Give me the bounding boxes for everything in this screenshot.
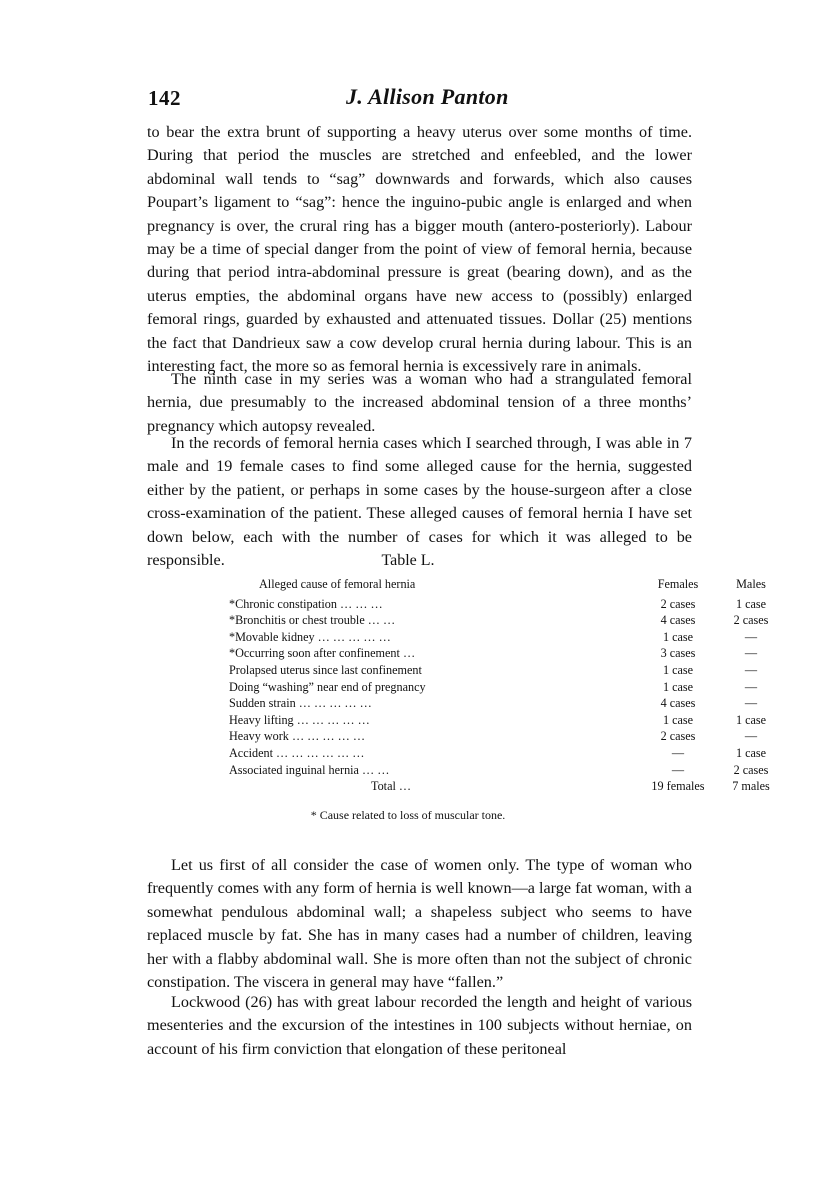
paragraph-text: In the records of femoral hernia cases which I searched through, I was able in 7 male and 19 female cases to find some alleged cause for the hernia, suggested either by the patient, or perhaps in some cases by the house-surgeon after a close cross-examination of the patient. These alleged causes of femoral hernia I have set down below, each with the number of cases for which it was alleged to be responsible.: [147, 434, 692, 570]
cause-cell: Heavy work … … … … …: [229, 729, 366, 744]
paragraph-ninth-case: [147, 368, 692, 438]
table-row: [229, 629, 781, 646]
males-cell: —: [744, 646, 758, 661]
header-males: Males: [736, 577, 766, 591]
males-cell: —: [744, 679, 758, 694]
total-females: 19 females: [651, 779, 705, 794]
males-cell: 1 case: [735, 712, 767, 727]
table-row: [229, 612, 781, 629]
header-females: Females: [657, 577, 699, 591]
table-row: [229, 645, 781, 662]
males-cell: —: [744, 696, 758, 711]
males-cell: 2 cases: [733, 613, 769, 628]
cause-cell: Prolapsed uterus since last confinement: [229, 662, 422, 677]
females-cell: 4 cases: [660, 696, 696, 711]
header-cause: Alleged cause of femoral hernia: [259, 577, 416, 591]
males-cell: 2 cases: [733, 762, 769, 777]
table-total-row: [229, 778, 781, 795]
females-cell: 3 cases: [660, 646, 696, 661]
table-row: [229, 596, 781, 613]
cause-cell: *Chronic constipation … … …: [229, 596, 383, 611]
table-row: [229, 695, 781, 712]
females-cell: 1 case: [662, 662, 694, 677]
males-cell: 1 case: [735, 596, 767, 611]
table-row: [229, 679, 781, 696]
cause-cell: Heavy lifting … … … … …: [229, 712, 370, 727]
table-row: [229, 662, 781, 679]
cause-cell: *Bronchitis or chest trouble … …: [229, 613, 396, 628]
total-label: Total …: [371, 779, 412, 794]
females-cell: 4 cases: [660, 613, 696, 628]
females-cell: —: [671, 762, 685, 777]
cause-cell: Accident … … … … … …: [229, 745, 365, 760]
females-cell: 1 case: [662, 679, 694, 694]
page-number: 142: [148, 86, 181, 110]
males-cell: —: [744, 629, 758, 644]
table-row: [229, 762, 781, 779]
females-cell: 1 case: [662, 629, 694, 644]
cause-cell: Doing “washing” near end of pregnancy: [229, 679, 426, 694]
cause-cell: Sudden strain … … … … …: [229, 696, 372, 711]
causes-table: [229, 576, 781, 795]
males-cell: —: [744, 729, 758, 744]
table-row: [229, 728, 781, 745]
females-cell: —: [671, 745, 685, 760]
females-cell: 2 cases: [660, 729, 696, 744]
paragraph-pregnancy-labour: [147, 121, 692, 378]
total-males: 7 males: [732, 779, 770, 794]
table-row: [229, 745, 781, 762]
males-cell: —: [744, 662, 758, 677]
paragraph-text: to bear the extra brunt of supporting a heavy uterus over some months of time. During that period the muscles are stretched and enfeebled, and the lower abdominal wall tends to “sag” downwards and forwards, which also causes Poupart’s ligament to “sag”: hence the inguino-pubic angle is enlarged and when pregnancy is over, the crural ring has a bigger mouth (antero-posteriorly). Labour may be a time of special danger from the point of view of femoral hernia, because during that period intra-abdominal pressure is great (bearing down), and as the uterus empties, the abdominal organs have new access to (possibly) enlarged femoral rings, guarded by exhausted and attenuated tissues. Dollar (25) mentions the fact that Dandrieux saw a cow develop crural hernia during labour. This is an interesting fact, the more so as femoral hernia is excessively rare in animals.: [147, 123, 692, 376]
paragraph-lockwood: [147, 991, 692, 1061]
paragraph-type-of-woman: [147, 854, 692, 994]
males-cell: 1 case: [735, 745, 767, 760]
females-cell: 2 cases: [660, 596, 696, 611]
table-row: [229, 712, 781, 729]
cause-cell: *Movable kidney … … … … …: [229, 629, 391, 644]
cause-cell: Associated inguinal hernia … …: [229, 762, 390, 777]
paragraph-text: Let us first of all consider the case of women only. The type of woman who frequently comes with any form of hernia is well known—a large fat woman, with a somewhat pendulous abdominal wall; a shapeless subject who seems to have replaced muscle by fat. She has in many cases had a number of children, leaving her with a flabby abdominal wall. She is more often than not the subject of chronic constipation. The viscera in general may have “fallen.”: [147, 856, 692, 992]
paragraph-text: Lockwood (26) has with great labour recorded the length and height of various mesenteries and the excursion of the intestines in 100 subjects without herniae, on account of his firm conviction that elongation of these peritoneal: [147, 993, 692, 1058]
paragraph-text: The ninth case in my series was a woman who had a strangulated femoral hernia, due presumably to the increased abdominal tension of a three months’ pregnancy which autopsy revealed.: [147, 370, 692, 435]
cause-cell: *Occurring soon after confinement …: [229, 646, 416, 661]
table-caption: Table L.: [381, 552, 435, 569]
females-cell: 1 case: [662, 712, 694, 727]
table-header-row: [229, 576, 781, 596]
table-footnote: * Cause related to loss of muscular tone.: [310, 808, 506, 822]
running-title: J. Allison Panton: [346, 84, 509, 109]
